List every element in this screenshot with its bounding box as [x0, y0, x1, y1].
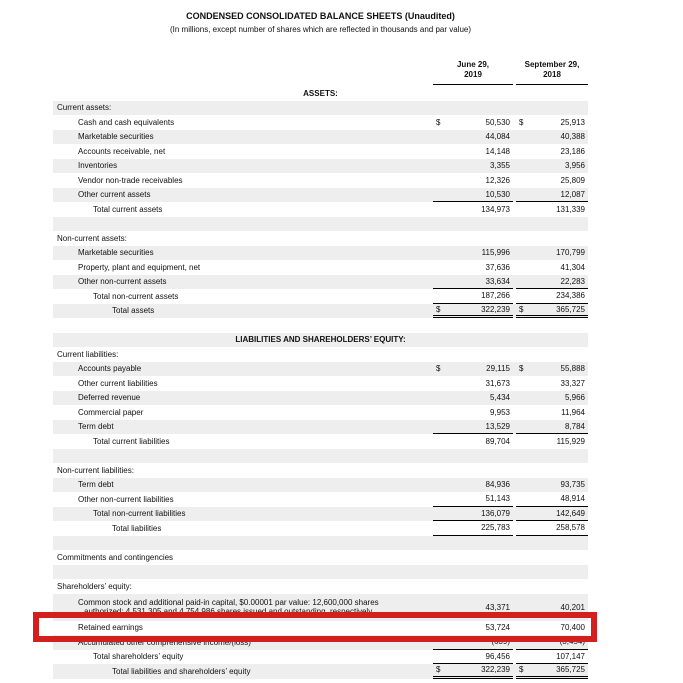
amount-value: 25,809 [560, 175, 585, 185]
amount-value: 107,147 [556, 651, 585, 661]
amount-2018 [516, 650, 588, 665]
amount-2019 [433, 115, 513, 130]
amount-value: 43,371 [485, 602, 510, 612]
amount-value: 10,530 [485, 189, 510, 199]
amount-2018 [516, 304, 588, 319]
column-header-september-2018 [516, 56, 588, 85]
amount-2019 [433, 101, 513, 116]
amount-2019 [433, 420, 513, 435]
amount-value: 142,649 [556, 508, 585, 518]
highlight-box-retained-earnings [33, 612, 597, 642]
amount-value: 187,266 [481, 291, 510, 301]
table-row [53, 507, 588, 522]
amount-2019 [433, 405, 513, 420]
row-label: Term debt [78, 422, 114, 432]
row-label: Deferred revenue [78, 393, 141, 403]
amount-2019 [433, 463, 513, 478]
column-header-line: June 29, [456, 60, 489, 69]
row-label: Non-current liabilities: [57, 465, 134, 475]
amount-2018 [516, 420, 588, 435]
amount-2018 [516, 289, 588, 304]
amount-2018 [516, 275, 588, 290]
row-label: Marketable securities [78, 248, 154, 258]
amount-value: 3,956 [564, 161, 585, 171]
amount-2019 [433, 304, 513, 319]
amount-value: 258,578 [556, 523, 585, 533]
table-row [53, 333, 588, 348]
row-label: Accumulated other comprehensive income/(loss) [78, 637, 251, 647]
amount-value: 48,914 [560, 494, 585, 504]
amount-2019 [433, 478, 513, 493]
amount-2019 [433, 550, 513, 565]
amount-2019 [433, 521, 513, 536]
spacer-row [53, 449, 588, 464]
amount-2019 [433, 579, 513, 594]
spacer-cell [53, 217, 433, 232]
table-row [53, 434, 588, 449]
amount-value: 365,725 [556, 665, 585, 675]
row-label: Total liabilities [112, 523, 162, 533]
amount-value: 37,636 [485, 262, 510, 272]
amount-value: 234,386 [556, 291, 585, 301]
table-row [53, 260, 588, 275]
amount-value: 40,201 [560, 602, 585, 612]
amount-2018 [516, 478, 588, 493]
row-label: Total non-current liabilities [93, 509, 186, 519]
amount-value: 55,888 [560, 364, 585, 374]
row-label: Other current assets [78, 190, 151, 200]
amount-2018 [516, 347, 588, 362]
amount-2018 [516, 463, 588, 478]
row-label: Commitments and contingencies [57, 552, 174, 562]
row-label: Total assets [112, 306, 155, 316]
spacer-cell [53, 565, 433, 580]
table-row [53, 420, 588, 435]
amount-value: 53,724 [485, 623, 510, 633]
amount-2018 [516, 579, 588, 594]
column-header-june-2019 [433, 56, 513, 85]
column-headers [53, 56, 588, 85]
amount-value: 11,964 [561, 407, 585, 417]
amount-value: 29,115 [486, 364, 510, 374]
amount-2018 [516, 202, 588, 217]
amount-2018 [516, 173, 588, 188]
amount-value: 22,283 [560, 276, 585, 286]
document-title: CONDENSED CONSOLIDATED BALANCE SHEETS (Unaudited) [186, 11, 455, 21]
row-label: Current liabilities: [57, 349, 119, 359]
row-label: Total shareholders’ equity [93, 652, 184, 662]
table-row [53, 130, 588, 145]
column-header-line: September 29, [524, 60, 580, 69]
row-label-line2: authorized; 4,531,305 and 4,754,986 shares issued and outstanding, respectively [84, 607, 373, 616]
amount-value: 8,784 [564, 421, 585, 431]
table-row [53, 246, 588, 261]
amount-2019 [433, 260, 513, 275]
amount-value: 365,725 [556, 304, 585, 314]
amount-2019 [433, 492, 513, 507]
amount-value: 23,186 [560, 146, 585, 156]
amount-value: 9,953 [489, 407, 510, 417]
amount-value: 136,079 [481, 508, 510, 518]
table-row [53, 376, 588, 391]
currency-symbol: $ [519, 117, 524, 127]
amount-value: 51,143 [485, 494, 510, 504]
amount-2019 [433, 650, 513, 665]
table-row [53, 144, 588, 159]
amount-2019 [433, 376, 513, 391]
spacer-row [53, 318, 588, 333]
amount-2018 [516, 664, 588, 679]
amount-2019 [433, 664, 513, 679]
table-row [53, 362, 588, 377]
amount-2019 [433, 347, 513, 362]
table-row [53, 550, 588, 565]
row-label: Marketable securities [78, 132, 154, 142]
amount-2019 [433, 130, 513, 145]
amount-value: 96,456 [485, 651, 510, 661]
section-heading: ASSETS: [303, 88, 338, 98]
amount-2018 [516, 376, 588, 391]
amount-value: 5,434 [489, 393, 510, 403]
table-row [53, 391, 588, 406]
amount-value: 12,087 [560, 189, 585, 199]
amount-value: 5,966 [564, 393, 585, 403]
row-label: Accounts receivable, net [78, 146, 166, 156]
amount-value: 41,304 [560, 262, 585, 272]
document-subtitle: (In millions, except number of shares which are reflected in thousands and par value) [169, 25, 472, 34]
amount-value: 13,529 [485, 421, 510, 431]
currency-symbol: $ [436, 364, 441, 374]
table-row [53, 521, 588, 536]
table-row [53, 304, 588, 319]
currency-symbol: $ [436, 304, 441, 314]
amount-2018 [516, 188, 588, 203]
amount-2019 [433, 246, 513, 261]
table-row [53, 86, 588, 101]
amount-2018 [516, 115, 588, 130]
amount-value: (639) [491, 637, 510, 647]
amount-2019 [433, 159, 513, 174]
amount-2018 [516, 159, 588, 174]
amount-value: 50,530 [485, 117, 510, 127]
table-row [53, 579, 588, 594]
amount-value: 225,783 [481, 523, 510, 533]
column-header-line: 2019 [464, 70, 482, 79]
amount-2019 [433, 202, 513, 217]
row-label: Other current liabilities [78, 378, 158, 388]
row-label: Accounts payable [78, 364, 142, 374]
row-label: Total non-current assets [93, 291, 179, 301]
amount-2018 [516, 550, 588, 565]
currency-symbol: $ [436, 117, 441, 127]
spacer-row [53, 565, 588, 580]
amount-2019 [433, 434, 513, 449]
row-label: Total current assets [93, 204, 163, 214]
amount-value: 33,634 [485, 276, 510, 286]
row-label: Term debt [78, 480, 114, 490]
amount-2019 [433, 391, 513, 406]
table-row [53, 275, 588, 290]
row-label: Vendor non-trade receivables [78, 175, 183, 185]
amount-2018 [516, 144, 588, 159]
table-row [53, 664, 588, 679]
amount-value: 12,326 [485, 175, 510, 185]
amount-2019 [433, 275, 513, 290]
column-header-spacer [53, 56, 433, 85]
amount-2018 [516, 391, 588, 406]
amount-2019 [433, 231, 513, 246]
amount-2018 [516, 434, 588, 449]
spacer-row [53, 536, 588, 551]
amount-value: 40,388 [560, 132, 585, 142]
amount-value: 322,239 [481, 665, 510, 675]
amount-2019 [433, 144, 513, 159]
amount-value: 3,355 [489, 161, 510, 171]
table-row [53, 405, 588, 420]
amount-2019 [433, 507, 513, 522]
table-row [53, 231, 588, 246]
amount-value: 84,936 [485, 480, 510, 490]
currency-symbol: $ [436, 665, 441, 675]
amount-2018 [516, 231, 588, 246]
amount-2019 [433, 289, 513, 304]
table-row [53, 492, 588, 507]
row-label: Shareholders’ equity: [57, 581, 132, 591]
amount-2019 [433, 173, 513, 188]
currency-symbol: $ [519, 364, 524, 374]
table-row [53, 463, 588, 478]
row-label: Cash and cash equivalents [78, 117, 175, 127]
amount-value: 134,973 [481, 204, 510, 214]
table-row [53, 173, 588, 188]
row-label: Total current liabilities [93, 436, 170, 446]
amount-2018 [516, 521, 588, 536]
currency-symbol: $ [519, 304, 524, 314]
section-heading: LIABILITIES AND SHAREHOLDERS’ EQUITY: [235, 335, 406, 345]
amount-2018 [516, 130, 588, 145]
amount-value: 31,673 [485, 378, 510, 388]
amount-2018 [516, 260, 588, 275]
table-row [53, 289, 588, 304]
amount-2018 [516, 507, 588, 522]
column-header-line: 2018 [543, 70, 561, 79]
amount-2018 [516, 362, 588, 377]
amount-value: 89,704 [485, 436, 510, 446]
table-row [53, 101, 588, 116]
amount-2018 [516, 246, 588, 261]
amount-value: 70,400 [560, 623, 585, 633]
table-row [53, 115, 588, 130]
row-label: Inventories [78, 161, 118, 171]
amount-value: 33,327 [560, 378, 585, 388]
amount-value: 115,929 [556, 436, 585, 446]
row-label: Property, plant and equipment, net [78, 262, 201, 272]
row-label: Commercial paper [78, 407, 144, 417]
spacer-cell [53, 449, 433, 464]
amount-value: (3,454) [559, 637, 585, 647]
currency-symbol: $ [519, 665, 524, 675]
amount-2018 [516, 405, 588, 420]
amount-value: 25,913 [560, 117, 585, 127]
amount-value: 93,735 [560, 480, 585, 490]
row-label: Retained earnings [78, 623, 143, 633]
amount-value: 14,148 [485, 146, 510, 156]
amount-value: 44,084 [485, 132, 510, 142]
table-row [53, 159, 588, 174]
spacer-cell [53, 536, 433, 551]
amount-2019 [433, 362, 513, 377]
amount-2018 [516, 492, 588, 507]
table-row [53, 202, 588, 217]
row-label: Other non-current assets [78, 277, 167, 287]
amount-2019 [433, 188, 513, 203]
spacer-row [53, 217, 588, 232]
row-label-line1: Common stock and additional paid-in capital, $0.00001 par value: 12,600,000 shares [78, 597, 379, 607]
table-row [53, 650, 588, 665]
amount-value: 131,339 [556, 204, 585, 214]
amount-value: 115,996 [481, 248, 510, 258]
row-label: Current assets: [57, 103, 112, 113]
amount-value: 170,799 [556, 248, 585, 258]
spacer-cell [53, 318, 433, 333]
balance-sheet-table [53, 86, 588, 679]
table-row [53, 478, 588, 493]
row-label: Total liabilities and shareholders’ equity [112, 666, 251, 676]
table-row [53, 188, 588, 203]
amount-2018 [516, 101, 588, 116]
row-label: Other non-current liabilities [78, 494, 174, 504]
table-row [53, 347, 588, 362]
amount-value: 322,239 [481, 304, 510, 314]
row-label: Non-current assets: [57, 233, 127, 243]
